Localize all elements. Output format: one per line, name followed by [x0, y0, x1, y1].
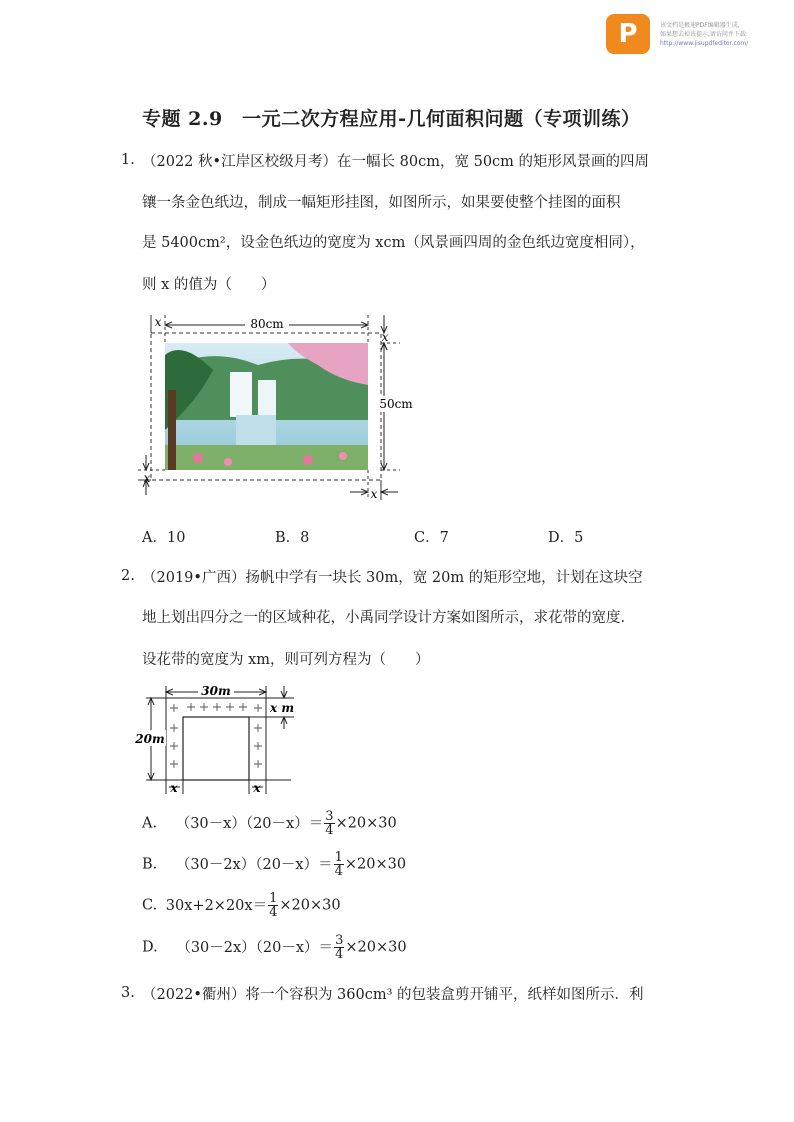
q1-x-label-left: x — [143, 471, 151, 485]
q3-line-1: （2022•衢州）将一个容积为 360cm³ 的包装盒剪开铺平，纸样如图所示．利 — [142, 987, 644, 1003]
q1-figure — [138, 310, 413, 505]
watermark-url[interactable]: http://www.jisupdfeditor.com/ — [660, 40, 749, 47]
q2-option-b-fraction — [334, 851, 344, 878]
q1-line-4: 则 x 的值为（ ） — [142, 277, 276, 293]
q2-option-c-label: C. — [142, 897, 158, 914]
q2-figure — [136, 684, 296, 796]
pdf-editor-logo: P — [606, 14, 650, 54]
q2-option-d-label: D. — [142, 939, 158, 956]
q1-line-1: （2022 秋•江岸区校级月考）在一幅长 80cm，宽 50cm 的矩形风景画的四周 — [142, 154, 650, 170]
q1-x-label-top: x — [154, 315, 162, 329]
q2-option-b-expr: （30－2x）（20－x）＝ — [175, 856, 333, 873]
page-title: 专题 2.9 一元二次方程应用-几何面积问题（专项训练） — [142, 108, 641, 130]
q2-option-a-den: 4 — [325, 823, 334, 838]
q2-x-label-left: x — [170, 781, 178, 795]
q2-option-c-num: 1 — [269, 891, 278, 906]
q2-option-c-expr: 30x+2×20x＝ — [165, 897, 268, 914]
q2-right-label: x m — [269, 701, 295, 715]
q2-option-a-label: A. — [142, 815, 158, 832]
q1-right-label: 50cm — [379, 397, 413, 411]
q2-option-c[interactable] — [142, 892, 341, 919]
q1-line-3: 是 5400cm²，设金色纸边的宽度为 xcm（风景画四周的金色纸边宽度相同）， — [142, 235, 645, 251]
q1-x-label-right: x — [381, 330, 389, 344]
q2-option-d-den: 4 — [335, 947, 344, 962]
q1-option-d[interactable]: D．5 — [548, 530, 584, 546]
q2-x-label-right: x — [253, 781, 261, 795]
q2-option-d-expr: （30－2x）（20－x）＝ — [176, 939, 334, 956]
q2-top-label: 30m — [201, 684, 231, 698]
q2-option-a-num: 3 — [325, 809, 334, 824]
q1-option-b[interactable]: B．8 — [275, 530, 310, 546]
q2-option-d-tail: ×20×30 — [345, 939, 407, 956]
q2-inner-rect — [183, 717, 249, 780]
q2-option-a-tail: ×20×30 — [335, 815, 397, 832]
landscape-painting — [165, 343, 368, 470]
q1-number: 1. — [121, 152, 135, 168]
q2-option-a-expr: （30－x）（20－x）＝ — [175, 815, 324, 832]
q1-option-a[interactable]: A．10 — [142, 530, 186, 546]
q2-option-b-num: 1 — [334, 850, 343, 865]
q2-option-d-num: 3 — [335, 933, 344, 948]
q2-option-b-tail: ×20×30 — [344, 856, 407, 873]
q1-line-2: 镶一条金色纸边，制成一幅矩形挂图，如图所示，如果要使整个挂图的面积 — [142, 195, 621, 211]
q2-option-d-fraction — [334, 934, 344, 961]
q2-option-b[interactable] — [142, 851, 406, 878]
q2-option-c-den: 4 — [269, 905, 278, 920]
q2-number: 2. — [121, 568, 135, 584]
q2-option-a[interactable] — [142, 810, 397, 837]
q2-option-a-fraction — [324, 810, 334, 837]
q3-number: 3. — [121, 985, 135, 1001]
q2-option-d[interactable] — [142, 934, 407, 961]
q2-line-2: 地上划出四分之一的区域种花，小禹同学设计方案如图所示，求花带的宽度. — [142, 610, 626, 626]
q1-x-label-bottom: x — [370, 487, 378, 501]
q2-line-1: （2019•广西）扬帆中学有一块长 30m，宽 20m 的矩形空地，计划在这块空 — [142, 570, 643, 586]
q2-line-3: 设花带的宽度为 xm，则可列方程为（ ） — [142, 652, 430, 668]
q2-option-c-tail: ×20×30 — [279, 897, 341, 914]
q2-option-b-label: B. — [142, 856, 158, 873]
q2-left-label: 20m — [135, 732, 165, 746]
q1-option-c[interactable]: C．7 — [414, 530, 449, 546]
q2-option-c-fraction — [268, 892, 278, 919]
q2-option-b-den: 4 — [334, 864, 343, 879]
q1-top-label: 80cm — [250, 317, 284, 331]
watermark-line-1: 该文档是极速PDF编辑器生成, — [660, 22, 740, 29]
watermark-line-2: 如果想去掉该提示,请访问并下载: — [660, 31, 748, 38]
watermark-text — [660, 21, 790, 48]
